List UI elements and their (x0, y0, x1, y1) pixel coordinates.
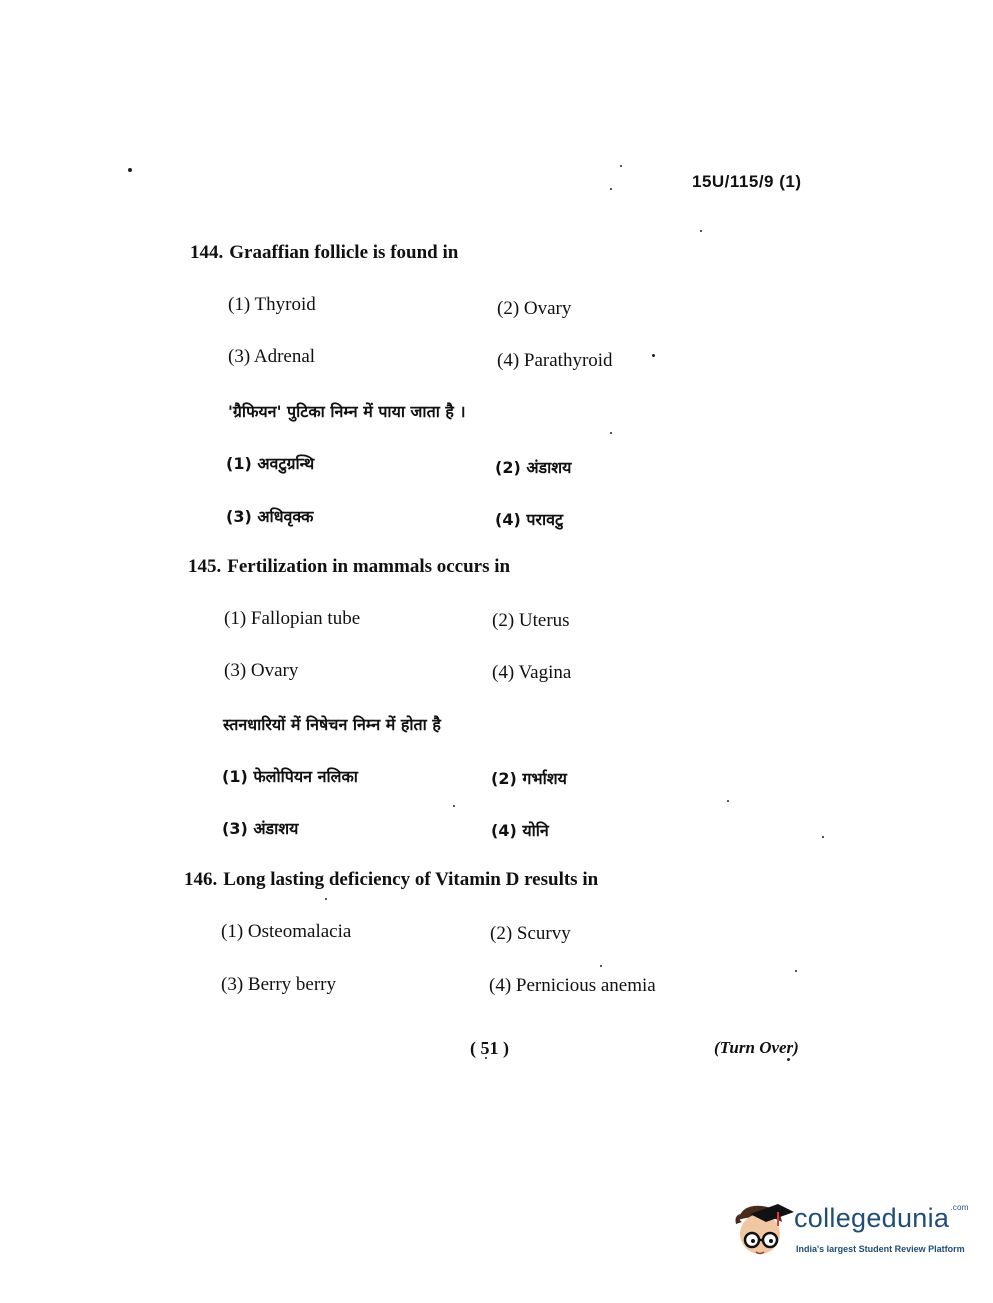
option-4: (4) Parathyroid (497, 350, 613, 371)
question-text: Graaffian follicle is found in (229, 242, 459, 263)
option-2-hindi: (2) अंडाशय (495, 458, 572, 477)
scan-speck (700, 230, 702, 232)
option-3-hindi: (3) अधिवृक्क (226, 507, 314, 526)
option-4: (4) Vagina (492, 662, 572, 683)
option-4: (4) Pernicious anemia (489, 975, 656, 996)
scan-speck (795, 970, 797, 972)
scan-speck (787, 1058, 790, 1061)
brand-logo-text (794, 1203, 969, 1234)
option-3: (3) Berry berry (221, 974, 337, 995)
option-4-hindi: (4) योनि (491, 821, 549, 840)
brand-domain: .com (950, 1203, 969, 1212)
scan-speck (600, 965, 602, 967)
question-text: Fertilization in mammals occurs in (227, 556, 511, 577)
option-3-hindi: (3) अंडाशय (222, 819, 299, 838)
question-145 (188, 556, 510, 578)
page-number: ( 51 ) (470, 1038, 509, 1058)
option-1-hindi: (1) अवटुग्रन्थि (226, 454, 315, 473)
scan-speck (128, 168, 132, 172)
brand-name: collegedunia (794, 1203, 950, 1233)
paper-code: 15U/115/9 (1) (692, 172, 802, 191)
question-text: Long lasting deficiency of Vitamin D results in (223, 869, 599, 890)
question-number: 146. (184, 869, 218, 890)
scan-speck (325, 898, 327, 900)
scan-speck (620, 165, 622, 167)
scan-speck (727, 800, 729, 802)
question-text-hindi: 'ग्रैफियन' पुटिका निम्न में पाया जाता है । (228, 402, 466, 421)
option-4-hindi: (4) परावटु (495, 510, 564, 529)
brand-tagline: India's largest Student Review Platform (796, 1244, 965, 1254)
option-1-hindi: (1) फेलोपियन नलिका (222, 767, 358, 786)
scan-speck (652, 354, 655, 357)
question-number: 144. (190, 242, 224, 263)
question-number: 145. (188, 556, 222, 577)
option-1: (1) Fallopian tube (224, 608, 361, 629)
option-3: (3) Ovary (224, 660, 299, 681)
turn-over-note: (Turn Over) (714, 1038, 799, 1057)
option-3: (3) Adrenal (228, 346, 316, 367)
question-144 (190, 242, 458, 264)
scan-speck (453, 805, 455, 807)
scan-speck (822, 836, 824, 838)
scan-speck (610, 188, 612, 190)
question-text-hindi: स्तनधारियों में निषेचन निम्न में होता है (223, 715, 441, 734)
option-2: (2) Uterus (492, 610, 570, 631)
option-1: (1) Osteomalacia (221, 921, 352, 942)
option-2: (2) Ovary (497, 298, 572, 319)
scan-speck (610, 432, 612, 434)
option-1: (1) Thyroid (228, 294, 316, 315)
option-2: (2) Scurvy (490, 923, 571, 944)
option-2-hindi: (2) गर्भाशय (491, 769, 567, 788)
question-146 (184, 869, 598, 891)
